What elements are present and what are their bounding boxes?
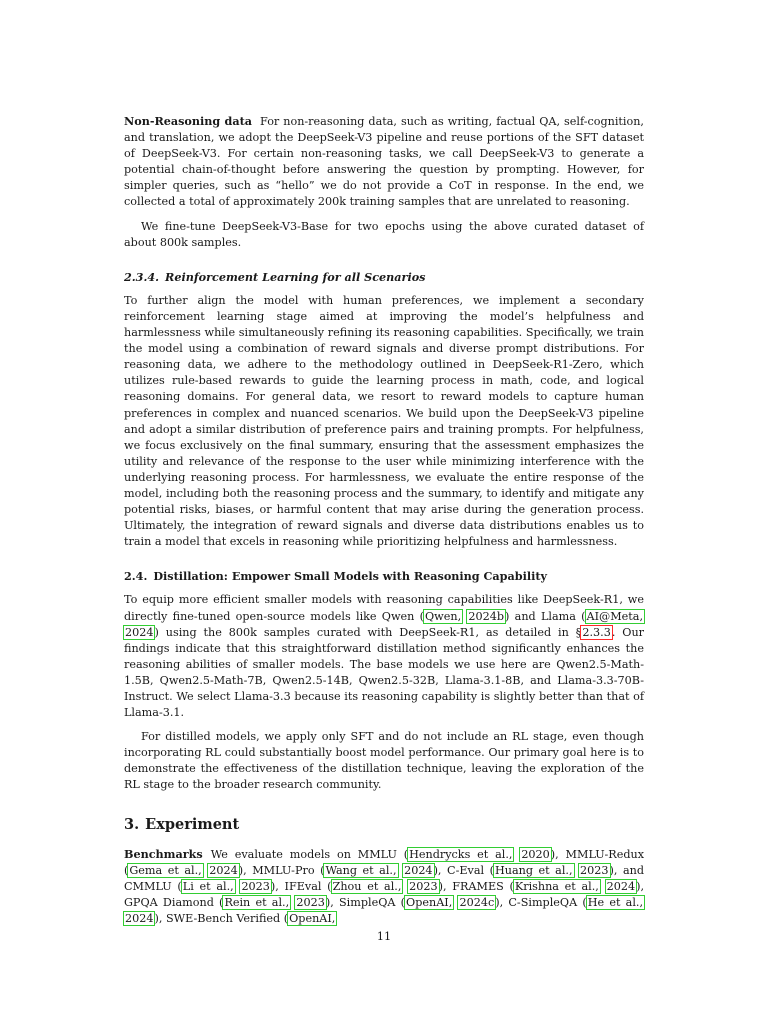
- section-title: Reinforcement Learning for all Scenarios: [165, 269, 426, 284]
- section-title: Experiment: [145, 815, 240, 833]
- text-run: ), MMLU-Redux (: [124, 847, 645, 877]
- text-run: ) and Llama (: [505, 609, 586, 623]
- benchmarks-heading: Benchmarks: [124, 846, 203, 861]
- text-run: ), FRAMES (: [438, 879, 514, 893]
- citation-link[interactable]: [182, 880, 235, 893]
- non-reasoning-paragraph: [124, 113, 644, 211]
- distillation-paragraph-2: For distilled models, we apply only SFT and do not include an RL stage, even though incorporating RL could substantially boost model performance. Our primary goal here is to demonstrate the effectiveness of the distillation technique, leaving the exploration of the RL stage to the broader research community.: [124, 730, 644, 792]
- text-run: ), MMLU-Pro (: [238, 863, 325, 877]
- citation-link[interactable]: [124, 626, 154, 639]
- text-run: ), C-SimpleQA (: [495, 895, 587, 909]
- citation-year: 2020: [521, 847, 550, 861]
- citation-year: 2023: [409, 879, 438, 893]
- citation-link[interactable]: [240, 880, 270, 893]
- citation-link[interactable]: [458, 896, 495, 909]
- citation-author: He et al.,: [587, 895, 644, 909]
- citation-author: Rein et al.,: [224, 895, 290, 909]
- citation-link[interactable]: [128, 864, 202, 877]
- text-run: ), SWE-Bench Verified (: [154, 911, 289, 925]
- citation-author: Hendrycks et al.,: [409, 847, 513, 861]
- citation-year: 2023: [580, 863, 609, 877]
- text-run: ), and CMMLU (: [124, 863, 645, 893]
- citation-link[interactable]: [332, 880, 403, 893]
- citation-link[interactable]: [208, 864, 238, 877]
- citation-author: Li et al.,: [182, 879, 234, 893]
- page-body: [124, 113, 644, 935]
- non-reasoning-heading: Non-Reasoning data: [124, 114, 253, 128]
- citation-year: 2024: [606, 879, 636, 893]
- citation-link[interactable]: [494, 864, 574, 877]
- section-2-4-heading: [124, 568, 644, 584]
- citation-link[interactable]: [408, 848, 513, 861]
- section-title: Distillation: Empower Small Models with Reasoning Capability: [153, 569, 547, 584]
- page-number: 11: [376, 930, 392, 943]
- distillation-paragraph-1: [124, 592, 644, 721]
- section-3-heading: [124, 816, 644, 834]
- citation-author: Wang et al.,: [325, 863, 397, 877]
- section-number: 2.3.4.: [124, 269, 160, 284]
- text-run: ), C-Eval (: [433, 863, 494, 877]
- text-run: ), SimpleQA (: [325, 895, 406, 909]
- benchmarks-paragraph: [124, 846, 644, 927]
- non-reasoning-text: For non-reasoning data, such as writing, factual QA, self-cognition, and translation, we adopt the DeepSeek-V3 pipeline and reuse portions of the SFT dataset of DeepSeek-V3. For certain non-reasoning tasks, we call DeepSeek-V3 to generate a potential chain-of-thought before answering the question by prompting. However, for simpler queries, such as “hello” we do not provide a CoT in response. In the end, we collected a total of approximately 200k training samples that are unrelated to reasoning.: [124, 115, 644, 209]
- citation-link[interactable]: [424, 610, 462, 623]
- citation-author: Huang et al.,: [494, 863, 573, 877]
- citation-author: OpenAI,: [289, 911, 336, 925]
- citation-year: 2023: [241, 879, 270, 893]
- citation-link[interactable]: [606, 880, 636, 893]
- citation-link[interactable]: [223, 896, 290, 909]
- citation-author: Gema et al.,: [129, 863, 202, 877]
- citation-author: OpenAI,: [406, 895, 453, 909]
- citation-link[interactable]: [324, 864, 397, 877]
- citation-year: 2024b: [468, 609, 505, 623]
- citation-link[interactable]: [587, 896, 644, 909]
- citation-year: 2024: [125, 911, 154, 925]
- text-run: . Our findings indicate that this straightforward distillation method significantly enhances the reasoning abilities of smaller models. The base models we use here are Qwen2.5-Math-1.5B, Qwen2.5-Math-7B, Qwen2.5-14B, Qwen2.5-32B, Llama-3.1-8B, and Llama-3.3-70B-Instruct. We select Llama-3.3 because its reasoning capability is slightly better than that of Llama-3.1.: [124, 625, 645, 720]
- citation-author: Zhou et al.,: [332, 879, 402, 893]
- section-2-3-4-heading: [124, 269, 644, 285]
- citation-link[interactable]: [124, 912, 154, 925]
- section-number: 3.: [124, 815, 140, 833]
- citation-year: 2024: [125, 625, 154, 639]
- rl-all-scenarios-paragraph: To further align the model with human preferences, we implement a secondary reinforcement learning stage aimed at improving the model’s helpfulness and harmlessness while simultaneously refining its reasoning capabilities. Specifically, we train the model using a combination of reward signals and diverse prompt distributions. For reasoning data, we adhere to the methodology outlined in DeepSeek-R1-Zero, which utilizes rule-based rewards to guide the learning process in math, code, and logical reasoning domains. For general data, we resort to reward models to capture human preferences in complex and nuanced scenarios. We build upon the DeepSeek-V3 pipeline and adopt a similar distribution of preference pairs and training prompts. For helpfulness, we focus exclusively on the final summary, ensuring that the assessment emphasizes the utility and relevance of the response to the user while minimizing interference with the underlying reasoning process. For harmlessness, we evaluate the entire response of the model, including both the reasoning process and the summary, to identify and mitigate any potential risks, biases, or harmful content that may arise during the generation process. Ultimately, the integration of reward signals and diverse data distributions enables us to train a model that excels in reasoning while prioritizing helpfulness and harmlessness.: [124, 293, 644, 549]
- text-run: ), GPQA Diamond (: [124, 879, 644, 909]
- citation-link[interactable]: [520, 848, 550, 861]
- citation-link[interactable]: [288, 912, 336, 925]
- section-reference-link[interactable]: 2.3.3: [582, 625, 611, 639]
- citation-link[interactable]: [295, 896, 325, 909]
- citation-year: 2023: [296, 895, 325, 909]
- citation-author: Qwen,: [425, 609, 462, 623]
- citation-link[interactable]: [403, 864, 433, 877]
- citation-year: 2024c: [459, 895, 495, 909]
- text-run: To equip more efficient smaller models with reasoning capabilities like DeepSeek-R1, we directly fine-tuned open-source models like Qwen (: [124, 593, 644, 623]
- citation-author: AI@Meta,: [586, 609, 644, 623]
- section-number: 2.4.: [124, 569, 148, 584]
- citation-link[interactable]: [586, 610, 644, 623]
- citation-link[interactable]: [408, 880, 438, 893]
- text-run: ), IFEval (: [270, 879, 332, 893]
- citation-link[interactable]: [405, 896, 453, 909]
- finetune-paragraph: We fine-tune DeepSeek-V3-Base for two epochs using the above curated dataset of about 800k samples.: [124, 219, 644, 249]
- text-run: ) using the 800k samples curated with DeepSeek-R1, as detailed in §: [154, 625, 582, 639]
- citation-year: 2024: [209, 863, 238, 877]
- citation-author: Krishna et al.,: [514, 879, 599, 893]
- citation-link[interactable]: [579, 864, 609, 877]
- citation-link[interactable]: [514, 880, 600, 893]
- citation-year: 2024: [404, 863, 433, 877]
- text-run: We evaluate models on MMLU (: [210, 847, 409, 861]
- citation-link[interactable]: [467, 610, 505, 623]
